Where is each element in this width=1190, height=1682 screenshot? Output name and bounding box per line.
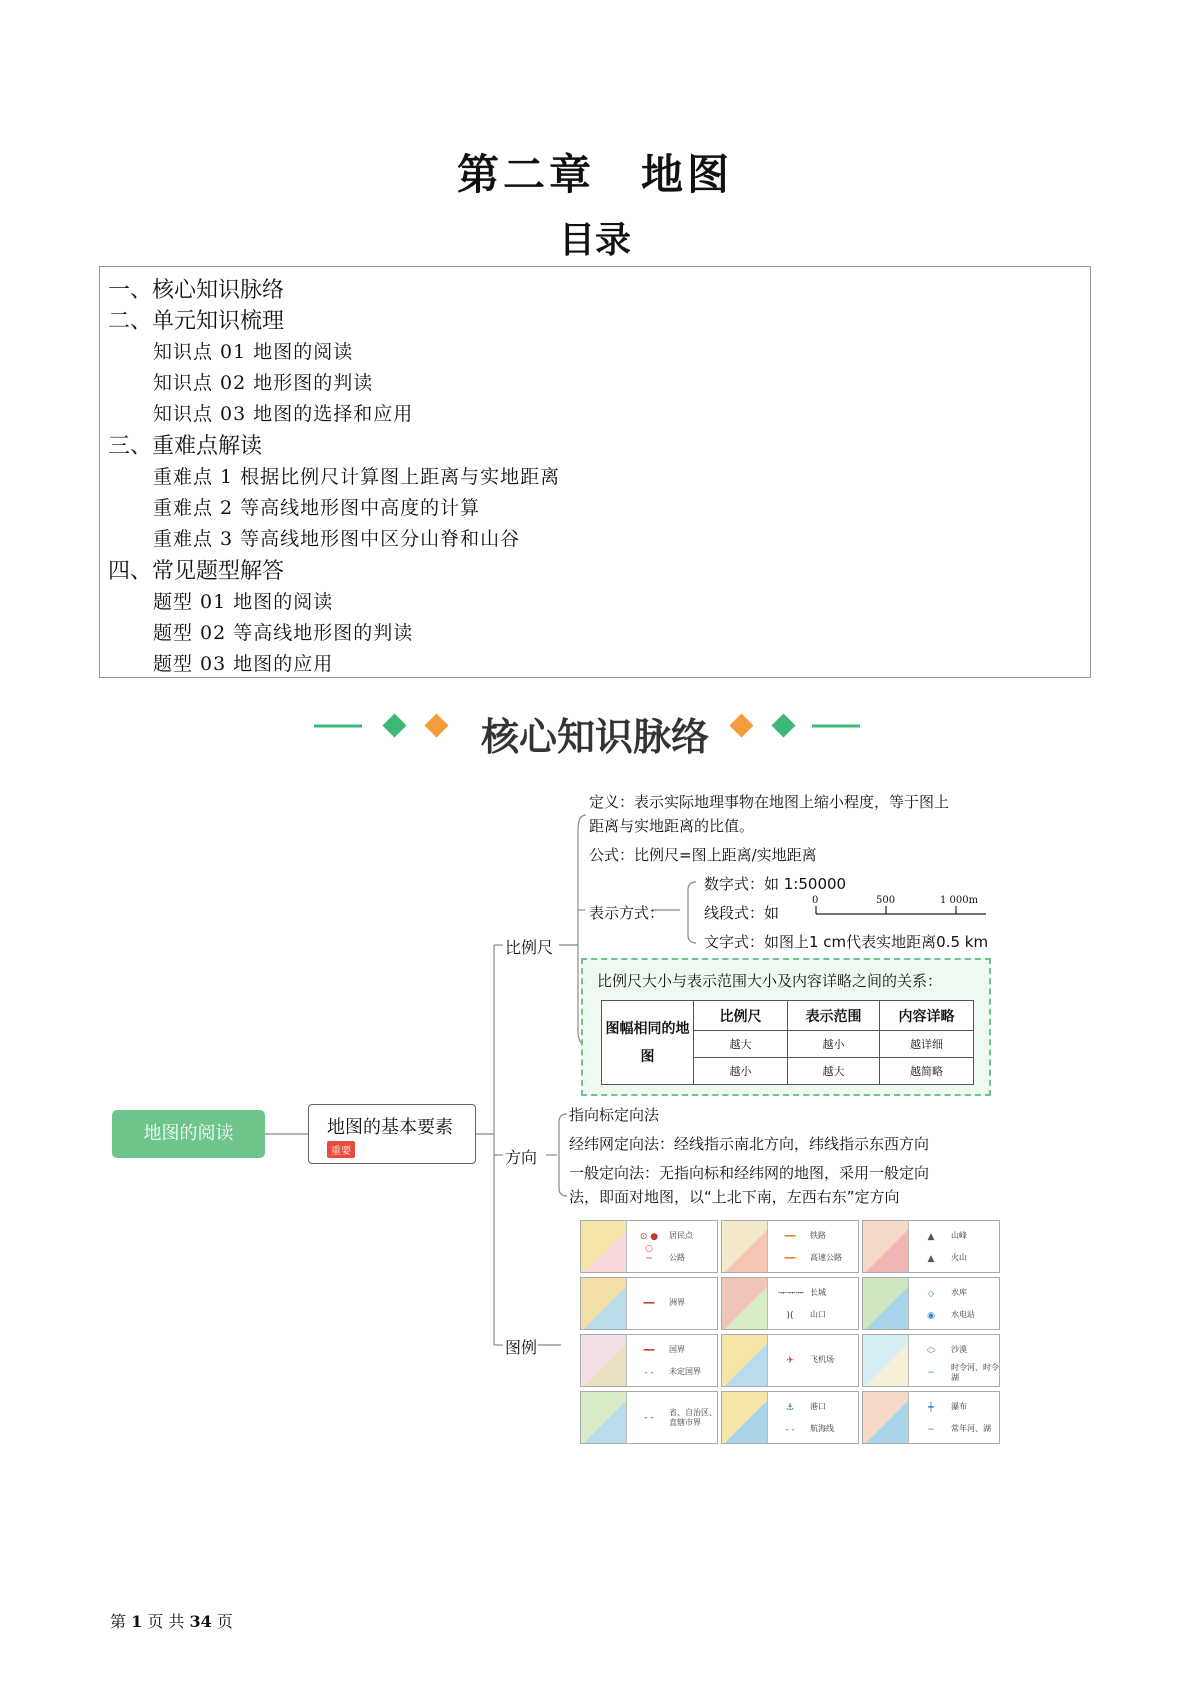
table-cell: 越小 (694, 1058, 788, 1085)
relation-table (601, 1000, 974, 1085)
table-header: 表示范围 (788, 1001, 880, 1031)
legend-tile (721, 1391, 859, 1444)
legend-map-thumbnail (863, 1335, 909, 1387)
legend-label: 铁路 (810, 1231, 826, 1240)
legend-tile (721, 1277, 859, 1330)
scale-bar-graphic (816, 906, 986, 914)
legend-map-thumbnail (863, 1221, 909, 1273)
legend-map-thumbnail (581, 1335, 627, 1387)
legend-map-thumbnail (581, 1278, 627, 1330)
legend-label: 洲界 (669, 1298, 685, 1307)
legend-symbol: ━━ (784, 1232, 796, 1242)
legend-label: 省、自治区、直辖市界 (669, 1408, 717, 1427)
toc-item[interactable]: 知识点 03 地图的选择和应用 (153, 403, 414, 425)
legend-symbol: ~ (927, 1368, 935, 1378)
legend-label: 山口 (810, 1310, 826, 1319)
legend-symbol: ~ (645, 1254, 653, 1264)
table-cell: 越大 (694, 1031, 788, 1058)
document-title: 第二章 地图 (456, 150, 733, 199)
footer-total-pages: 34 (189, 1612, 212, 1631)
legend-symbol: - - (785, 1425, 795, 1435)
basic-elements-label: 地图的基本要素 (327, 1117, 453, 1138)
toc-item[interactable]: 二、单元知识梳理 (108, 309, 285, 334)
legend-tile (862, 1277, 1000, 1330)
scale-bar-tick: 0 (812, 895, 819, 906)
legend-map-thumbnail (863, 1278, 909, 1330)
toc-item[interactable]: 重难点 1 根据比例尺计算图上距离与实地距离 (153, 466, 561, 488)
legend-symbol: ✈ (786, 1356, 794, 1366)
legend-symbol: ◉ (927, 1311, 935, 1321)
legend-label: 高速公路 (810, 1253, 842, 1262)
legend-symbol: ◇ (927, 1289, 935, 1299)
toc-item[interactable]: 题型 01 地图的阅读 (153, 591, 334, 613)
legend-symbol: ━━ (784, 1254, 796, 1264)
scale-numeric: 数字式：如 1:50000 (704, 875, 847, 893)
legend-symbol: ━━ (643, 1299, 655, 1309)
toc-item[interactable]: 重难点 3 等高线地形图中区分山脊和山谷 (153, 528, 521, 550)
branch-direction[interactable]: 方向 (505, 1148, 538, 1167)
table-row-header: 图幅相同的地图 (602, 1001, 694, 1085)
page-footer (110, 1609, 233, 1632)
scale-bar-tick: 1 000m (940, 895, 979, 906)
scale-relation-box (581, 958, 991, 1096)
legend-tile (580, 1277, 718, 1330)
toc-item[interactable]: 知识点 02 地形图的判读 (153, 372, 374, 394)
legend-symbol: ⊙ ● ○ (639, 1232, 659, 1254)
scale-bar-tick: 500 (876, 895, 896, 906)
table-header: 比例尺 (694, 1001, 788, 1031)
legend-label: 公路 (669, 1253, 685, 1262)
legend-symbol: )( (786, 1311, 794, 1321)
mindmap-basic-elements-node[interactable] (308, 1104, 476, 1164)
legend-label: 国界 (669, 1345, 685, 1354)
toc-item[interactable]: 一、核心知识脉络 (108, 278, 285, 303)
legend-label: 时令河、时令湖 (951, 1363, 999, 1382)
section-heading: 核心知识脉络 (480, 715, 709, 759)
scale-definition-line2: 距离与实地距离的比值。 (589, 817, 755, 835)
scale-definition-line1: 定义：表示实际地理事物在地图上缩小程度，等于图上 (589, 793, 950, 811)
table-cell: 越简略 (880, 1058, 974, 1085)
table-cell: 越小 (788, 1031, 880, 1058)
legend-tile (580, 1391, 718, 1444)
legend-label: 飞机场 (810, 1355, 834, 1364)
legend-label: 水库 (951, 1288, 967, 1297)
footer-text: 第 (110, 1612, 127, 1631)
legend-symbol: ┿ (928, 1403, 934, 1413)
table-header: 内容详略 (880, 1001, 974, 1031)
legend-map-thumbnail (722, 1335, 768, 1387)
footer-page-number: 1 (131, 1612, 143, 1631)
legend-tile (862, 1220, 1000, 1273)
legend-symbol: ⬭ (927, 1346, 935, 1356)
legend-label: 山峰 (951, 1231, 967, 1240)
footer-text: 页 (216, 1612, 233, 1631)
direction-item: 指向标定向法 (569, 1106, 660, 1124)
legend-tile (580, 1334, 718, 1387)
legend-map-thumbnail (722, 1392, 768, 1444)
direction-item: 经纬网定向法：经线指示南北方向，纬线指示东西方向 (569, 1135, 930, 1153)
toc-item[interactable]: 题型 02 等高线地形图的判读 (153, 622, 414, 644)
toc-item[interactable]: 题型 03 地图的应用 (153, 653, 334, 675)
legend-tile (721, 1220, 859, 1273)
legend-map-thumbnail (722, 1221, 768, 1273)
scale-bar-label: 线段式：如 (704, 904, 780, 922)
toc-item[interactable]: 四、常见题型解答 (108, 559, 285, 584)
legend-label: 瀑布 (951, 1402, 967, 1411)
legend-label: 沙漠 (951, 1345, 967, 1354)
legend-symbol: ▲ (927, 1254, 935, 1264)
legend-map-thumbnail (581, 1221, 627, 1273)
scale-forms-label: 表示方式： (589, 904, 665, 922)
branch-scale[interactable]: 比例尺 (505, 938, 554, 957)
important-tag: 重要 (327, 1141, 355, 1158)
toc-item[interactable]: 重难点 2 等高线地形图中高度的计算 (153, 497, 481, 519)
legend-symbol: ▲ (927, 1232, 935, 1242)
mindmap-root-node[interactable]: 地图的阅读 (112, 1110, 265, 1158)
scale-formula: 公式：比例尺=图上距离/实地距离 (589, 846, 817, 864)
legend-symbol: - - (644, 1413, 654, 1423)
toc-item[interactable]: 知识点 01 地图的阅读 (153, 341, 354, 363)
legend-map-thumbnail (722, 1278, 768, 1330)
legend-symbol: ~ (927, 1425, 935, 1435)
legend-label: 航海线 (810, 1424, 834, 1433)
legend-label: 港口 (810, 1402, 826, 1411)
relation-title: 比例尺大小与表示范围大小及内容详略之间的关系： (597, 972, 943, 990)
legend-label: 长城 (810, 1288, 826, 1297)
legend-tile (580, 1220, 718, 1273)
legend-label: 常年河、湖 (951, 1424, 991, 1433)
legend-tile (862, 1334, 1000, 1387)
footer-text: 页 共 (147, 1612, 185, 1631)
legend-tile (721, 1334, 859, 1387)
legend-label: 居民点 (669, 1231, 693, 1240)
scale-text-form: 文字式：如图上1 cm代表实地距离0.5 km (704, 933, 989, 951)
legend-tile (862, 1391, 1000, 1444)
legend-symbol: ━━ (643, 1346, 655, 1356)
legend-map-thumbnail (581, 1392, 627, 1444)
direction-item: 法，即面对地图，以“上北下南，左西右东”定方向 (569, 1188, 900, 1206)
table-cell: 越详细 (880, 1031, 974, 1058)
legend-map-thumbnail (863, 1392, 909, 1444)
legend-label: 未定国界 (669, 1367, 701, 1376)
legend-symbol: ᅲᅲᅲ (778, 1289, 805, 1299)
legend-label: 火山 (951, 1253, 967, 1262)
direction-item: 一般定向法：无指向标和经纬网的地图，采用一般定向 (569, 1164, 930, 1182)
branch-legend[interactable]: 图例 (505, 1338, 538, 1357)
toc-title: 目录 (558, 219, 631, 261)
toc-item[interactable]: 三、重难点解读 (108, 434, 263, 459)
legend-symbol: - - (644, 1368, 654, 1378)
legend-symbol: ⚓ (785, 1403, 795, 1413)
legend-label: 水电站 (951, 1310, 975, 1319)
table-cell: 越大 (788, 1058, 880, 1085)
